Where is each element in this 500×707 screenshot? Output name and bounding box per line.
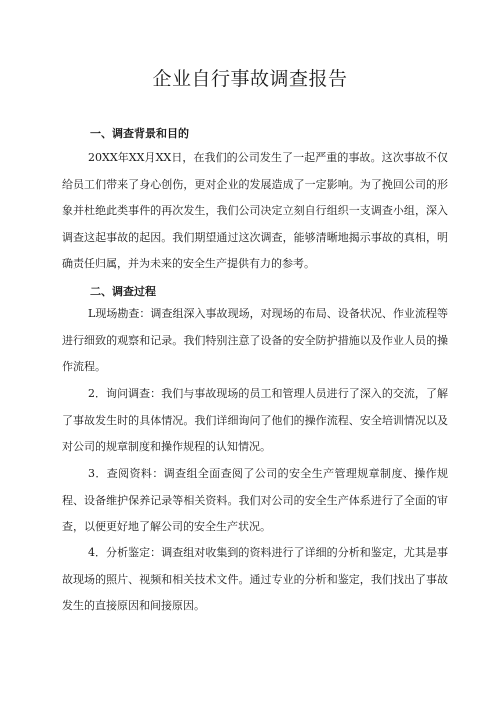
paragraph-site-survey: L现场勘查：调查组深入事故现场，对现场的布局、设备状况、作业流程等进行细致的观察和记录。我们特别注意了设备的安全防护措施以及作业人员的操作流程。	[62, 307, 448, 373]
paragraph-analysis: 4．分析鉴定：调查组对收集到的资料进行了详细的分析和鉴定，尤其是事故现场的照片、视频和相关技术文件。通过专业的分析和鉴定，我们找出了事故发生的直接原因和间接原因。	[62, 546, 448, 612]
section-heading-background: 一、调查背景和目的	[90, 127, 189, 140]
paragraph-inquiry: 2．询问调查：我们与事故现场的员工和管理人员进行了深入的交流，了解了事故发生时的具体情况。我们详细询问了他们的操作流程、安全培训情况以及对公司的规章制度和操作规程的认知情况。	[62, 387, 448, 453]
paragraph-document-review: 3．查阅资料：调查组全面查阅了公司的安全生产管理规章制度、操作规程、设备维护保养记录等相关资料。我们对公司的安全生产体系进行了全面的审查，以便更好地了解公司的安全生产状况。	[62, 467, 448, 533]
document-title: 企业自行事故调查报告	[152, 68, 348, 90]
section-heading-process: 二、调查过程	[90, 285, 156, 298]
paragraph-background: 20XX年XX月XX日，在我们的公司发生了一起严重的事故。这次事故不仅给员工们带来了身心创伤，更对企业的发展造成了一定影响。为了挽回公司的形象并杜绝此类事件的再次发生，我们公司决定立刻自行组织一支调查小组，深入调查这起事故的起因。我们期望通过这次调查，能够清晰地揭示事故的真相，明确责任归属，并为未来的安全生产提供有力的参考。	[62, 151, 448, 270]
